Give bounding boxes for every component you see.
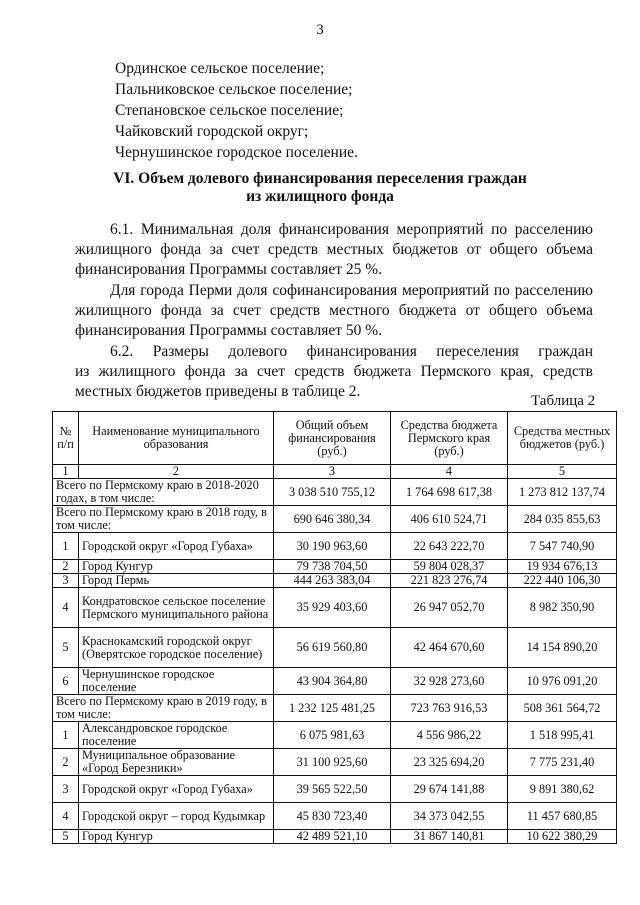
cell-local: 508 361 564,72	[508, 695, 617, 722]
table-row-total	[53, 695, 617, 722]
row-name: Всего по Пермскому краю в 2018 году, в том числе:	[53, 506, 274, 533]
row-name: Чернушинское городское поселение	[79, 668, 274, 695]
header-num: № п/п	[53, 412, 79, 465]
cell-local: 1 518 995,41	[508, 722, 617, 749]
column-number: 3	[274, 465, 391, 479]
table-row	[53, 776, 617, 803]
row-num: 6	[53, 668, 79, 695]
paragraph-perm	[75, 281, 593, 341]
cell-local: 1 273 812 137,74	[508, 479, 617, 506]
cell-total: 31 100 925,60	[274, 749, 391, 776]
row-num: 4	[53, 803, 79, 830]
paragraph-6-1	[75, 220, 593, 280]
paragraph-line: жилищного фонда за счет средств местных бюджетов от общего объема	[75, 241, 593, 258]
column-number: 5	[508, 465, 617, 479]
row-num: 2	[53, 749, 79, 776]
table-row	[53, 749, 617, 776]
cell-regional: 32 928 273,60	[391, 668, 508, 695]
row-name: Город Пермь	[79, 574, 274, 588]
cell-local: 10 622 380,29	[508, 830, 617, 844]
cell-total: 45 830 723,40	[274, 803, 391, 830]
page-number: 3	[316, 22, 324, 38]
row-name: Краснокамский городской округ (Оверятское городское поселение)	[79, 628, 274, 668]
table-caption: Таблица 2	[531, 393, 596, 409]
paragraph-line: 6.2. Размеры долевого финансирования переселения граждан	[110, 343, 593, 360]
row-num: 2	[53, 560, 79, 574]
cell-total: 42 489 521,10	[274, 830, 391, 844]
table-row	[53, 588, 617, 628]
paragraph-line: местных бюджетов приведены в таблице 2.	[75, 383, 361, 400]
row-num: 5	[53, 830, 79, 844]
cell-regional: 34 373 042,55	[391, 803, 508, 830]
header-name: Наименование муниципального образования	[79, 412, 274, 465]
cell-total: 35 929 403,60	[274, 588, 391, 628]
cell-regional: 1 764 698 617,38	[391, 479, 508, 506]
cell-total: 56 619 560,80	[274, 628, 391, 668]
row-name: Александровское городское поселение	[79, 722, 274, 749]
cell-regional: 42 464 670,60	[391, 628, 508, 668]
list-item: Ординское сельское поселение;	[115, 60, 325, 77]
cell-local: 10 976 091,20	[508, 668, 617, 695]
column-number: 1	[53, 465, 79, 479]
paragraph-line: финансирования Программы составляет 50 %.	[75, 322, 383, 339]
header-total: Общий объем финансирования (руб.)	[274, 412, 391, 465]
cell-total: 690 646 380,34	[274, 506, 391, 533]
row-name: Городской округ «Город Губаха»	[79, 533, 274, 560]
table-row	[53, 830, 617, 844]
cell-local: 7 547 740,90	[508, 533, 617, 560]
cell-regional: 723 763 916,53	[391, 695, 508, 722]
cell-regional: 59 804 028,37	[391, 560, 508, 574]
header-local: Средства местных бюджетов (руб.)	[508, 412, 617, 465]
column-number: 4	[391, 465, 508, 479]
list-item: Степановское сельское поселение;	[115, 102, 344, 119]
cell-local: 11 457 680,85	[508, 803, 617, 830]
row-name: Городской округ «Город Губаха»	[79, 776, 274, 803]
cell-local: 222 440 106,30	[508, 574, 617, 588]
table-row	[53, 803, 617, 830]
paragraph-line: жилищного фонда за счет средств местного бюджета от общего объема	[75, 302, 593, 319]
cell-local: 8 982 350,90	[508, 588, 617, 628]
cell-total: 39 565 522,50	[274, 776, 391, 803]
cell-regional: 4 556 986,22	[391, 722, 508, 749]
cell-local: 19 934 676,13	[508, 560, 617, 574]
list-item: Пальниковское сельское поселение;	[115, 81, 353, 98]
table-header-row	[53, 412, 617, 465]
table-row	[53, 628, 617, 668]
paragraph-line: Для города Перми доля софинансирования мероприятий по расселению	[110, 282, 593, 299]
cell-regional: 29 674 141,88	[391, 776, 508, 803]
row-num: 3	[53, 574, 79, 588]
row-name: Муниципальное образование «Город Березники»	[79, 749, 274, 776]
row-num: 4	[53, 588, 79, 628]
cell-total: 1 232 125 481,25	[274, 695, 391, 722]
paragraph-line: из жилищного фонда за счет средств бюджета Пермского края, средств	[75, 363, 593, 380]
paragraph-6-2	[75, 342, 593, 402]
column-number-row	[53, 465, 617, 479]
table-row	[53, 560, 617, 574]
table-row	[53, 574, 617, 588]
list-item: Чернушинское городское поселение.	[115, 144, 358, 161]
table-row	[53, 668, 617, 695]
cell-regional: 22 643 222,70	[391, 533, 508, 560]
cell-total: 444 263 383,04	[274, 574, 391, 588]
row-name: Кондратовское сельское поселение Пермского муниципального района	[79, 588, 274, 628]
section-title	[0, 170, 640, 206]
row-name: Городской округ – город Кудымкар	[79, 803, 274, 830]
cell-regional: 23 325 694,20	[391, 749, 508, 776]
cell-local: 14 154 890,20	[508, 628, 617, 668]
paragraph-line: 6.1. Минимальная доля финансирования мероприятий по расселению	[110, 221, 593, 238]
column-number: 2	[79, 465, 274, 479]
cell-total: 30 190 963,60	[274, 533, 391, 560]
cell-local: 9 891 380,62	[508, 776, 617, 803]
row-num: 3	[53, 776, 79, 803]
cell-regional: 406 610 524,71	[391, 506, 508, 533]
table-row	[53, 533, 617, 560]
row-num: 1	[53, 533, 79, 560]
table-row	[53, 722, 617, 749]
row-name: Всего по Пермскому краю в 2018-2020 годах, в том числе:	[53, 479, 274, 506]
cell-regional: 26 947 052,70	[391, 588, 508, 628]
cell-regional: 221 823 276,74	[391, 574, 508, 588]
cell-total: 43 904 364,80	[274, 668, 391, 695]
table-row-total	[53, 479, 617, 506]
cell-regional: 31 867 140,81	[391, 830, 508, 844]
cell-total: 3 038 510 755,12	[274, 479, 391, 506]
table-row-total	[53, 506, 617, 533]
cell-total: 79 738 704,50	[274, 560, 391, 574]
settlement-list	[115, 58, 358, 163]
cell-local: 7 775 231,40	[508, 749, 617, 776]
list-item: Чайковский городской округ;	[115, 123, 309, 140]
row-num: 5	[53, 628, 79, 668]
financing-table	[52, 411, 617, 844]
cell-local: 284 035 855,63	[508, 506, 617, 533]
row-num: 1	[53, 722, 79, 749]
row-name: Город Кунгур	[79, 830, 274, 844]
section-title-line: из жилищного фонда	[246, 188, 394, 205]
header-regional: Средства бюджета Пермского края (руб.)	[391, 412, 508, 465]
section-title-line: VI. Объем долевого финансирования переселения граждан	[113, 170, 527, 187]
cell-total: 6 075 981,63	[274, 722, 391, 749]
paragraph-line: финансирования Программы составляет 25 %.	[75, 261, 383, 278]
row-name: Всего по Пермскому краю в 2019 году, в том числе:	[53, 695, 274, 722]
row-name: Город Кунгур	[79, 560, 274, 574]
